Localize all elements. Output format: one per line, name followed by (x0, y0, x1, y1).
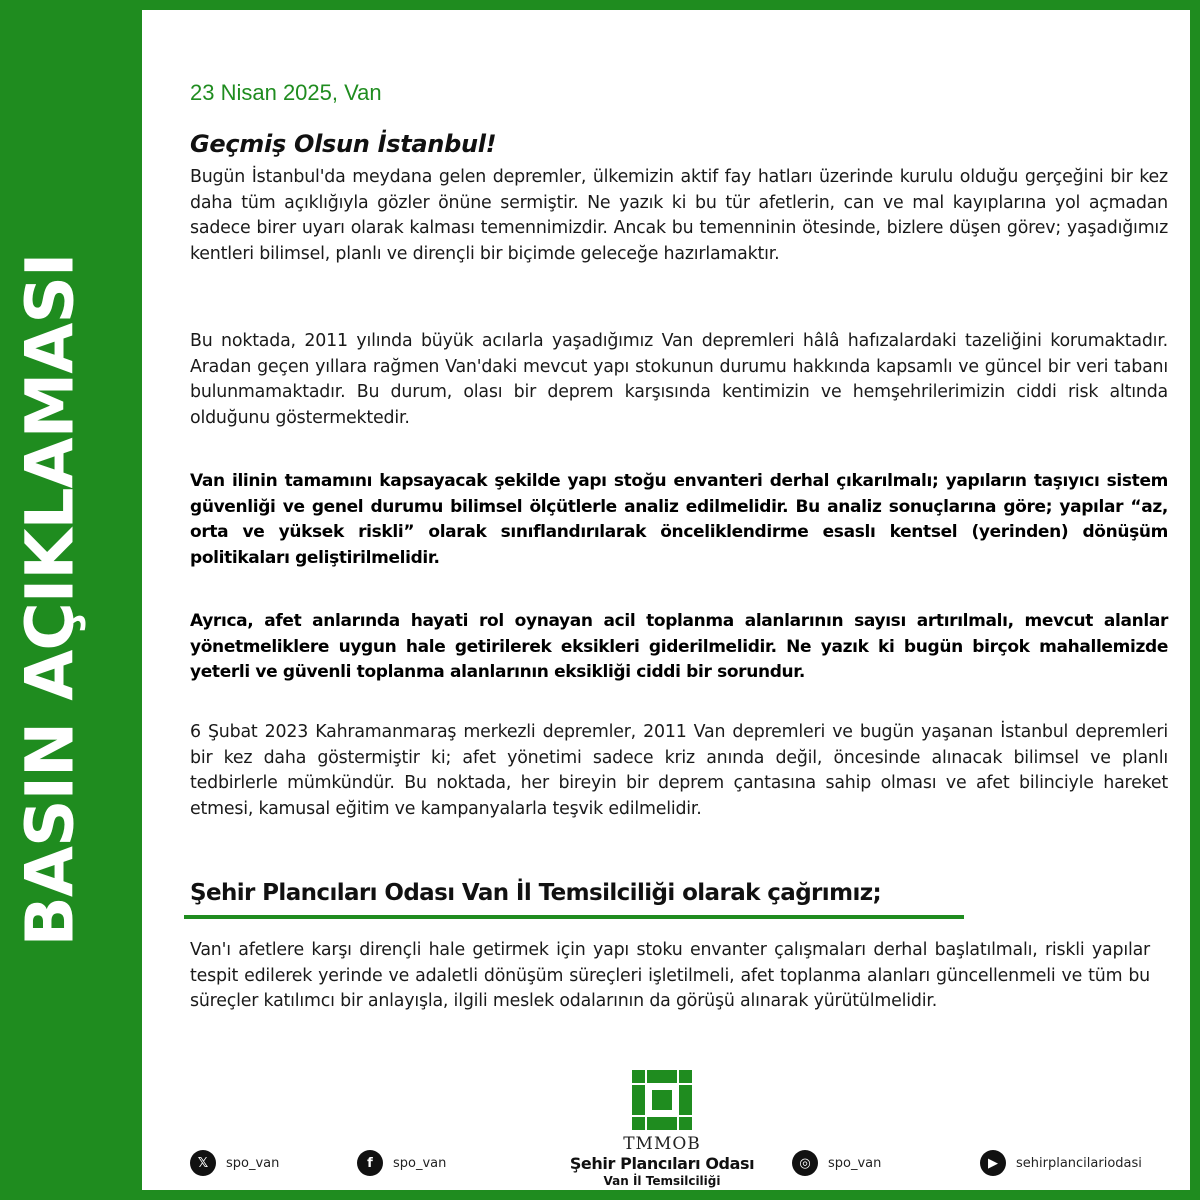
side-title: BASIN AÇIKLAMASI (11, 253, 89, 947)
youtube-icon: ▶ (980, 1150, 1006, 1176)
call-heading-underline (184, 915, 964, 919)
social-handle: spo_van (226, 1155, 280, 1171)
x-icon: 𝕏 (190, 1150, 216, 1176)
call-heading: Şehir Plancıları Odası Van İl Temsilciliği olarak çağrımız; (190, 880, 882, 906)
paragraph-2: Bu noktada, 2011 yılında büyük acılarla yaşadığımız Van depremleri hâlâ hafızalardaki tazeliğini korumaktadır. Aradan geçen yıllara rağmen Van'daki mevcut yapı stokunun durumu hakkında kapsamlı ve güncel bir veri tabanı bulunmamaktadır. Bu durum, olası bir deprem karşısında kentimizin ve hemşehrilerimizin ciddi risk altında olduğunu göstermektedir. (190, 331, 1168, 428)
instagram-icon: ◎ (792, 1150, 818, 1176)
logo-name: Şehir Plancıları Odası (569, 1154, 755, 1173)
paragraph-5: 6 Şubat 2023 Kahramanmaraş merkezli depremler, 2011 Van depremleri ve bugün yaşanan İstanbul depremleri bir kez daha göstermiştir ki; afet yönetimi sadece kriz anında değil, öncesinde alınacak bilimsel ve planlı tedbirlerle mümkündür. Bu noktada, her bireyin bir deprem çantasına sahip olması ve afet bilinciyle hareket etmesi, kamusal eğitim ve kampanyalarla teşvik edilmelidir. (190, 722, 1168, 819)
date-line: 23 Nisan 2025, Van (190, 80, 382, 105)
logo-subtitle: Van İl Temsilciliği (603, 1174, 721, 1188)
social-handle: sehirplancilariodasi (1016, 1155, 1142, 1171)
spo-logo-icon (632, 1070, 692, 1130)
social-facebook[interactable] (357, 1150, 446, 1176)
paragraph-3: Van ilinin tamamını kapsayacak şekilde yapı stoğu envanteri derhal çıkarılmalı; yapıların taşıyıcı sistem güvenliği ve genel durumu bilimsel ölçütlerle analiz edilmelidir. Bu analiz sonuçlarına göre; yapılar “az, orta ve yüksek riskli” olarak sınıflandırılarak önceliklendirme esaslı kentsel (yerinden) dönüşüm politikaları geliştirilmelidir. (190, 471, 1168, 568)
social-handle: spo_van (828, 1155, 882, 1171)
logo (562, 1070, 762, 1188)
logo-org: TMMOB (623, 1134, 701, 1154)
social-x[interactable] (190, 1150, 279, 1176)
paragraph-4: Ayrıca, afet anlarında hayati rol oynayan acil toplanma alanlarının sayısı artırılmalı, mevcut alanlar yönetmeliklere uygun hale getirilerek eksikleri giderilmelidir. Ne yazık ki bugün birçok mahallemizde yeterli ve güvenli toplanma alanlarının eksikliği ciddi bir sorundur. (190, 611, 1168, 682)
footer (142, 1070, 1190, 1190)
social-youtube[interactable] (980, 1150, 1142, 1176)
call-paragraph: Van'ı afetlere karşı dirençli hale getirmek için yapı stoku envanter çalışmaları derhal başlatılmalı, riskli yapılar tespit edilerek yerinde ve adaletli dönüşüm süreçleri işletilmeli, afet toplanma alanları güncellenmeli ve tüm bu süreçler katılımcı bir anlayışla, ilgili meslek odalarının da görüşü alınarak yürütülmelidir. (190, 940, 1150, 1011)
social-handle: spo_van (393, 1155, 447, 1171)
paragraph-1: Bugün İstanbul'da meydana gelen depremler, ülkemizin aktif fay hatları üzerinde kurulu olduğu gerçeğini bir kez daha tüm açıklığıyla gözler önüne sermiştir. Ne yazık ki bu tür afetlerin, can ve mal kayıplarına yol açmadan sadece birer uyarı olarak kalması temennimizdir. Ancak bu temenninin ötesinde, bizlere düşen görev; yaşadığımız kentleri bilimsel, planlı ve dirençli bir biçimde geleceğe hazırlamaktır. (190, 167, 1168, 264)
press-release-panel (142, 10, 1190, 1190)
facebook-icon: f (357, 1150, 383, 1176)
social-instagram[interactable] (792, 1150, 881, 1176)
side-banner (0, 0, 142, 1200)
headline: Geçmiş Olsun İstanbul! (190, 130, 497, 158)
